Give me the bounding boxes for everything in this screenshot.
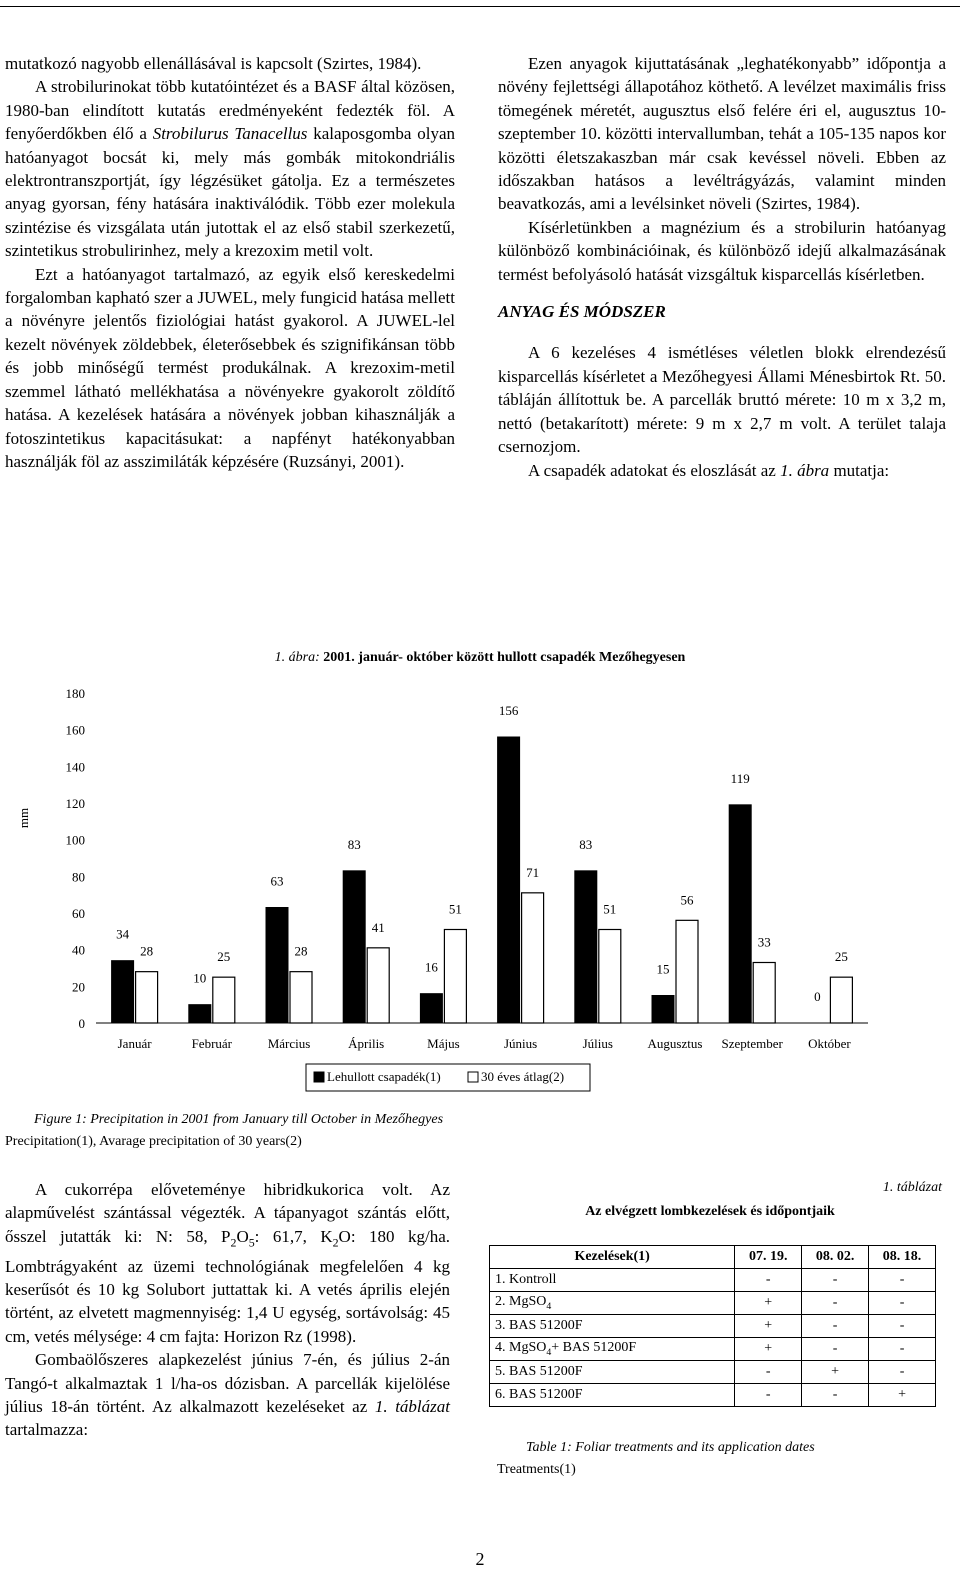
- y-tick-label: 180: [65, 686, 85, 701]
- table-header: 08. 18.: [869, 1246, 936, 1269]
- bar-average: [444, 930, 466, 1024]
- table-row: [490, 1384, 936, 1407]
- bar-average: [136, 972, 158, 1023]
- x-tick-label: Augusztus: [647, 1036, 703, 1051]
- table-header: 07. 19.: [735, 1246, 802, 1269]
- table-cell: 5. BAS 51200F: [490, 1361, 735, 1384]
- table-cell: -: [869, 1292, 936, 1315]
- x-tick-label: Január: [117, 1036, 152, 1051]
- legend-label: 30 éves átlag(2): [481, 1069, 565, 1084]
- bar-precipitation: [189, 1005, 211, 1023]
- data-label: 56: [680, 892, 694, 908]
- data-label: 15: [656, 961, 670, 977]
- y-tick-label: 120: [65, 796, 85, 811]
- y-tick-label: 0: [78, 1016, 85, 1031]
- section-heading: ANYAG ÉS MÓDSZER: [498, 302, 666, 322]
- paragraph: Kísérletünkben a magnézium és a strobilurin hatóanyag különböző kombinációinak, és különböző idejű alkalmazásának termést befolyásoló hatását vizsgáltuk kisparcellás kísérletben.: [498, 217, 946, 284]
- bar-average: [676, 920, 698, 1023]
- precipitation-chart: [0, 680, 960, 1100]
- y-tick-label: 100: [65, 832, 85, 848]
- table-cell: -: [802, 1292, 869, 1315]
- paragraph: A strobilurinokat több kutatóintézet és a BASF által közösen, 1980-ban elindított kutatás eredményeként fedezték föl. A fenyőerdőkben élő a Strobilurus Tanacellus kalaposgomba olyan hatóanyagot bocsát ki, mely más gombák mitokondriális elektrontranszportját, így légzésüket gátolja. Ez a természetes anyag gyorsan, fény hatására inaktiválódik. Több ezer molekula szintézise és vizsgálata után jutottak el az első stabil szerkezetű, szintetikus strobulirinhez, mely a krezoxim metil volt.: [5, 77, 456, 261]
- table-row: [490, 1315, 936, 1338]
- table-number: 1. táblázat: [882, 1180, 942, 1195]
- bar-precipitation: [729, 805, 751, 1023]
- data-label: 41: [371, 919, 385, 935]
- table-header: 08. 02.: [802, 1246, 869, 1269]
- paragraph: mutatkozó nagyobb ellenállásával is kapcsolt (Szirtes, 1984).: [5, 54, 422, 73]
- table-header-row: [490, 1246, 936, 1269]
- table-cell: -: [869, 1315, 936, 1338]
- paragraph: A 6 kezeléses 4 ismétléses véletlen blokk elrendezésű kisparcellás kísérletet a Mezőhegyesi Állami Ménesbirtok Rt. 50. tábláján állítottuk be. A parcellák bruttó mérete: 10 m x 3,2 m, nettó (betakarított) mérete: 9 m x 2,7 m volt. A terület talaja csernozjom.: [498, 343, 946, 457]
- figure-reference: 1. ábra: [780, 460, 830, 480]
- y-tick-label: 20: [72, 979, 85, 995]
- table-cell: 3. BAS 51200F: [490, 1315, 735, 1338]
- figure-caption: 1. ábra: 2001. január- október között hullott csapadék Mezőhegyesen: [274, 650, 686, 665]
- figure-caption-english: Figure 1: Precipitation in 2001 from January till October in Mezőhegyes: [34, 1112, 444, 1127]
- table-header: Kezelések(1): [490, 1246, 735, 1269]
- table-row: [490, 1269, 936, 1292]
- data-label: 33: [757, 934, 771, 950]
- bar-average: [599, 930, 621, 1024]
- legend-swatch-average: [468, 1072, 478, 1082]
- data-label: 119: [730, 770, 750, 786]
- table-note: Treatments(1): [497, 1462, 576, 1477]
- bar-average: [213, 977, 235, 1023]
- table-cell: -: [735, 1384, 802, 1407]
- page-number: 2: [475, 1549, 485, 1569]
- data-label: 51: [448, 901, 462, 917]
- bar-precipitation: [420, 994, 442, 1023]
- table-cell: 2. MgSO$_4$: [490, 1292, 735, 1315]
- legend-swatch-precipitation: [314, 1072, 324, 1082]
- table-cell: 1. Kontroll: [490, 1269, 735, 1292]
- table-cell: -: [869, 1269, 936, 1292]
- legend-label: Lehullott csapadék(1): [327, 1069, 441, 1084]
- data-label: 28: [294, 943, 308, 959]
- bar-average: [830, 977, 852, 1023]
- left-bottom-column: [5, 1178, 450, 1442]
- x-tick-label: Február: [191, 1036, 233, 1051]
- left-column: [5, 52, 455, 473]
- table-cell: +: [735, 1315, 802, 1338]
- species-name: Strobilurus Tanacellus: [152, 124, 308, 144]
- table-cell: +: [869, 1384, 936, 1407]
- table-caption-english: Table 1: Foliar treatments and its application dates: [526, 1440, 815, 1455]
- bar-average: [753, 963, 775, 1024]
- treatments-table: [489, 1245, 936, 1407]
- paragraph: Gombaölőszeres alapkezelést június 7-én, és július 2-án Tangó-t alkalmaztak 1 l/ha-os dózisban. A parcellák kijelölése július 18-án történt. Az alkalmazott kezeléseket az 1. táblázat tartalmazza:: [5, 1350, 450, 1440]
- right-column: [498, 52, 946, 482]
- data-label: 0: [814, 989, 821, 1004]
- table-cell: -: [735, 1361, 802, 1384]
- data-label: 156: [498, 703, 519, 718]
- x-tick-label: Szeptember: [721, 1036, 783, 1051]
- bar-precipitation: [112, 961, 134, 1023]
- table-cell: 6. BAS 51200F: [490, 1384, 735, 1407]
- table-cell: -: [735, 1269, 802, 1292]
- x-tick-label: Március: [267, 1036, 311, 1051]
- table-cell: -: [802, 1338, 869, 1361]
- bar-precipitation: [498, 737, 520, 1023]
- y-tick-label: 40: [72, 942, 85, 958]
- paragraph: A cukorrépa előveteménye hibridkukorica volt. Az alapművelést szántással végezték. A tápanyagot szántás előtt, ősszel jutatták ki: N: 58, $P_2O_5$: 61,7, $K_2O$: 180 kg/ha. Lombtrágyaként az üzemi technológiának megfelelően 4 kg keserűsót és 10 kg Solubort juttattak ki. A vetés április elején történt, az elvetett magmennyiség: 1,4 U egység, sortávolság: 45 cm, vetés mélysége: 4 cm fajta: Horizon Rz (1998).: [5, 1180, 450, 1346]
- data-label: 28: [140, 943, 154, 959]
- data-label: 16: [424, 959, 438, 975]
- data-label: 10: [193, 970, 207, 986]
- data-label: 25: [834, 949, 848, 965]
- x-tick-label: Június: [503, 1036, 538, 1051]
- y-tick-label: 60: [72, 906, 85, 921]
- data-label: 83: [347, 836, 361, 852]
- paragraph: Ezt a hatóanyagot tartalmazó, az egyik első kereskedelmi forgalomban kapható szer a JUWEL, mely fungicid hatása mellett a növényre jelentős fiziológiai hatást gyakorol. A JUWEL-lel kezelt növények zöldebbek, életerősebbek és szignifikánsan több és jobb minőségű termést produkálnak. A krezoxim-metil szemmel látható mellékhatása a növényekre gyakorolt zöldítő hatása. A kezelések hatására a növények jobban kihasználják a fotoszintetikus kapacitásukat: a napfényt hatékonyabban használják föl az asszimiláták képzésére (Ruzsányi, 2001).: [5, 264, 455, 471]
- data-label: 63: [270, 873, 284, 889]
- table-cell: -: [869, 1338, 936, 1361]
- table-reference: 1. táblázat: [374, 1397, 450, 1417]
- y-tick-label: 140: [65, 759, 85, 775]
- bar-average: [522, 893, 544, 1023]
- table-cell: -: [802, 1315, 869, 1338]
- table-row: [490, 1292, 936, 1315]
- x-tick-label: Április: [348, 1036, 385, 1051]
- top-rule: [0, 6, 960, 7]
- table-cell: -: [802, 1384, 869, 1407]
- paragraph: A csapadék adatokat és eloszlását az 1. ábra mutatja:: [528, 460, 890, 480]
- bar-precipitation: [266, 908, 288, 1024]
- table-cell: +: [735, 1292, 802, 1315]
- bar-average: [290, 972, 312, 1023]
- x-tick-label: Május: [427, 1036, 460, 1051]
- x-tick-label: Július: [582, 1036, 613, 1051]
- y-tick-label: 80: [72, 869, 85, 885]
- bar-average: [367, 948, 389, 1023]
- figure-legend-note: Precipitation(1), Avarage precipitation of 30 years(2): [5, 1134, 302, 1149]
- y-axis-label: mm: [16, 807, 31, 829]
- table-cell: 4. MgSO$_4$+ BAS 51200F: [490, 1338, 735, 1361]
- table-row: [490, 1361, 936, 1384]
- data-label: 34: [116, 926, 130, 942]
- bar-precipitation: [343, 871, 365, 1023]
- x-tick-label: Október: [808, 1036, 851, 1051]
- data-label: 71: [526, 864, 540, 880]
- bar-precipitation: [652, 996, 674, 1024]
- table-title: Az elvégzett lombkezelések és időpontjaik: [585, 1204, 835, 1219]
- table-row: [490, 1338, 936, 1361]
- paragraph: Ezen anyagok kijuttatásának „leghatékonyabb” időpontja a növény fejlettségi állapotához köthető. A levélzet maximális friss tömegének méretét, augusztus első felére éri el, augusztus 10-szeptember 10. közötti intervallumban, tehát a 105-135 napos kor közötti életszakaszban már csak kevéssel növeli. Ebben az időszakban hatásos a levéltrágyázás, valamint minden beavatkozás, ami a levélsinket növeli (Szirtes, 1984).: [498, 54, 946, 214]
- data-label: 83: [579, 836, 593, 852]
- data-label: 25: [217, 949, 231, 965]
- table-cell: -: [869, 1361, 936, 1384]
- data-label: 51: [603, 901, 617, 917]
- bar-precipitation: [575, 871, 597, 1023]
- table-cell: -: [802, 1269, 869, 1292]
- table-cell: +: [735, 1338, 802, 1361]
- table-cell: +: [802, 1361, 869, 1384]
- y-tick-label: 160: [65, 722, 85, 738]
